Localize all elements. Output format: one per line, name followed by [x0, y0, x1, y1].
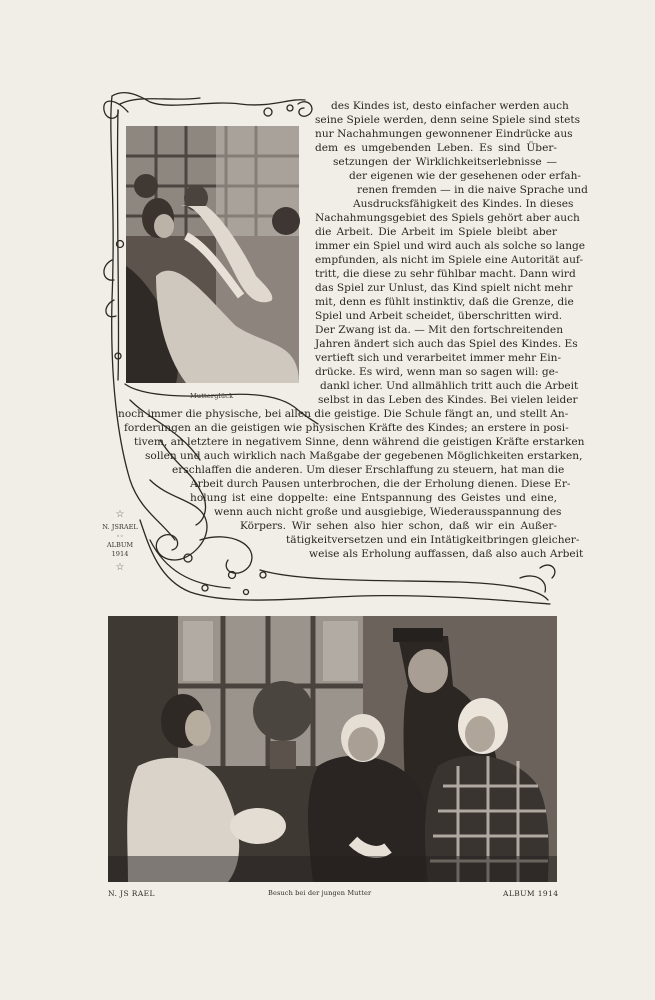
body-line: setzungen der Wirklichkeitserlebnisse —	[333, 156, 557, 168]
body-line: renen fremden — in die naive Sprache und	[357, 184, 588, 196]
body-line: forderungen an die geistigen wie physischen Kräfte des Kindes; an erstere in posi-	[124, 422, 569, 434]
body-line: des Kindes ist, desto einfacher werden auch	[331, 100, 569, 112]
body-line: immer ein Spiel und wird auch als solche so lange	[315, 240, 586, 252]
body-line: selbst in das Leben des Kindes. Bei vielen leider	[318, 394, 578, 406]
body-line: seine Spiele werden, denn seine Spiele sind stets	[315, 114, 581, 126]
body-line: empfunden, als nicht im Spiele eine Autorität auf-	[315, 254, 584, 266]
bottom-photo-besuch	[108, 616, 557, 882]
body-line: dankl icher. Und allmählich tritt auch die Arbeit	[320, 380, 579, 392]
footer-caption: Besuch bei der jungen Mutter	[268, 889, 372, 897]
body-line: die Arbeit. Die Arbeit im Spiele bleibt aber	[315, 226, 557, 238]
body-line: tätigkeitversetzen und ein Intätigkeitbringen gleicher-	[286, 534, 580, 546]
body-line: drücke. Es wird, wenn man so sagen will: ge-	[315, 366, 559, 378]
body-line: tritt, die diese zu sehr fühlbar macht. Dann wird	[315, 268, 576, 280]
star-icon: ☆	[115, 509, 125, 520]
visit-scene-illustration	[108, 616, 557, 882]
body-line: Körpers. Wir sehen also hier schon, daß wir ein Außer-	[240, 520, 557, 532]
top-photo-caption: Mutterglück	[190, 392, 234, 400]
side-credit-author: N. JSRAEL	[102, 523, 138, 531]
body-line: das Spiel zur Unlust, das Kind spielt nicht mehr	[315, 282, 573, 294]
footer-author: N. JS RAEL	[108, 889, 155, 898]
body-line: Nachahmungsgebiet des Spiels gehört aber auch	[315, 212, 580, 224]
body-line: sollen und auch wirklich nach Maßgabe der gegebenen Möglichkeiten erstarken,	[145, 450, 583, 462]
body-line: noch immer die physische, bei allen die geistige. Die Schule fängt an, und stellt An-	[118, 408, 569, 420]
star-icon: ☆	[115, 562, 125, 573]
body-line: holung ist eine doppelte: eine Entspannung des Geistes und eine,	[190, 492, 557, 504]
body-line: Spiel und Arbeit scheidet, überschritten wird.	[315, 310, 563, 322]
side-credit	[97, 510, 143, 572]
top-photo-mutterglueck	[126, 126, 299, 383]
body-line: vertieft sich und verarbeitet immer mehr Ein-	[315, 352, 562, 364]
body-line: weise als Erholung auffassen, daß also auch Arbeit	[309, 548, 584, 560]
body-line: nur Nachahmungen gewonnener Eindrücke aus	[315, 128, 573, 140]
body-line: Ausdrucksfähigkeit des Kindes. In dieses	[353, 198, 574, 210]
footer-album: ALBUM 1914	[503, 889, 559, 898]
mother-child-illustration	[126, 126, 299, 383]
body-line: Arbeit durch Pausen unterbrochen, die der Erholung dienen. Diese Er-	[190, 478, 571, 490]
body-line: wenn auch nicht große und ausgiebige, Wiederausspannung des	[214, 506, 562, 518]
body-line: mit, denn es fühlt instinktiv, daß die Grenze, die	[315, 296, 574, 308]
side-credit-album: ALBUM	[106, 541, 134, 549]
body-line: Der Zwang ist da. — Mit den fortschreitenden	[315, 324, 564, 336]
body-line: dem es umgebenden Leben. Es sind Über-	[315, 142, 557, 154]
body-line: erschlaffen die anderen. Um dieser Erschlaffung zu steuern, hat man die	[172, 464, 565, 476]
body-line: tivem, an letztere in negativem Sinne, denn während die geistigen Kräfte erstarken	[134, 436, 585, 448]
body-line: Jahren ändert sich auch das Spiel des Kindes. Es	[315, 338, 578, 350]
side-credit-year: 1914	[111, 550, 129, 558]
body-line: der eigenen wie der gesehenen oder erfah-	[349, 170, 582, 182]
side-credit-divider: ◦◦	[116, 533, 124, 540]
